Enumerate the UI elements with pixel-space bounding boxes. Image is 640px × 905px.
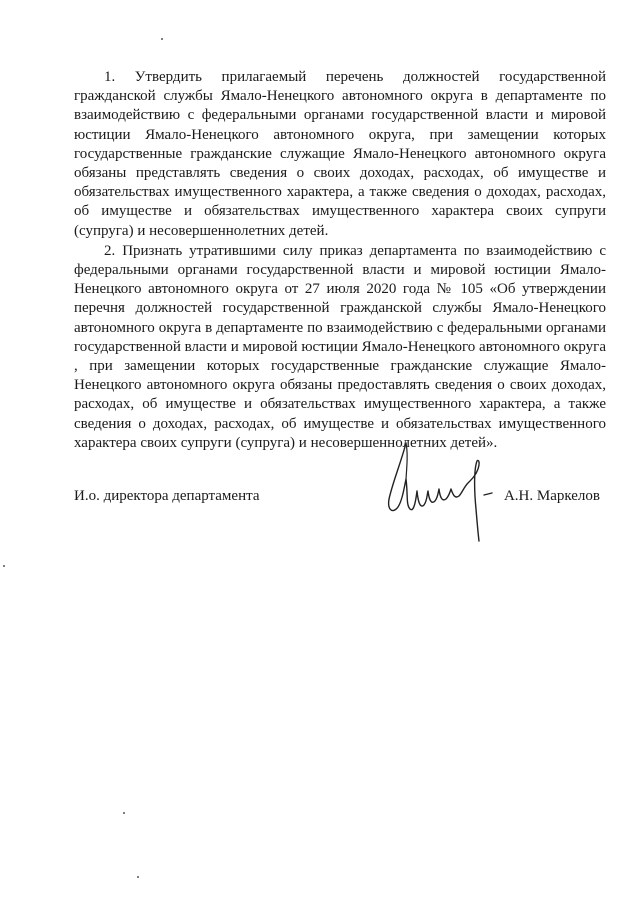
document-body bbox=[74, 68, 606, 453]
handwritten-signature bbox=[384, 439, 504, 543]
scan-speck bbox=[137, 876, 139, 878]
signer-name: А.Н. Маркелов bbox=[503, 488, 600, 504]
scan-speck bbox=[3, 565, 5, 567]
paragraph-2: 2. Признать утратившими силу приказ департамента по взаимодействию с федеральными органами государственной власти и мировой юстиции Ямало-Ненецкого автономного округа от 27 июля 2020 года № 105 «Об утверждении перечня должностей государственной гражданской службы Ямало-Ненецкого автономного округа в департаменте по взаимодействию с федеральными органами государственной власти и мировой юстиции Ямало-Ненецкого автономного округа , при замещении которых государственные гражданские служащие Ямало-Ненецкого автономного округа обязаны предоставлять сведения о своих доходах, расходах, об имуществе и обязательствах имущественного характера, а также сведения о доходах, расходах, об имуществе и обязательствах имущественного характера своих супруги (супруга) и несовершеннолетних детей». bbox=[74, 242, 606, 451]
scan-speck bbox=[123, 812, 125, 814]
scan-speck bbox=[161, 38, 163, 40]
signature-block bbox=[74, 485, 606, 545]
paragraph-1: 1. Утвердить прилагаемый перечень должностей государственной гражданской службы Ямало-Ненецкого автономного округа в департаменте по взаимодействию с федеральными органами государственной власти и мировой юстиции Ямало-Ненецкого автономного округа, при замещении которых государственные гражданские служащие Ямало-Ненецкого автономного округа обязаны представлять сведения о своих доходах, расходах, об имуществе и обязательствах имущественного характера, а также сведения о доходах, расходах, об имуществе и обязательствах имущественного характера своих супруги (супруга) и несовершеннолетних детей. bbox=[74, 69, 606, 239]
signer-title: И.о. директора департамента bbox=[74, 488, 260, 504]
